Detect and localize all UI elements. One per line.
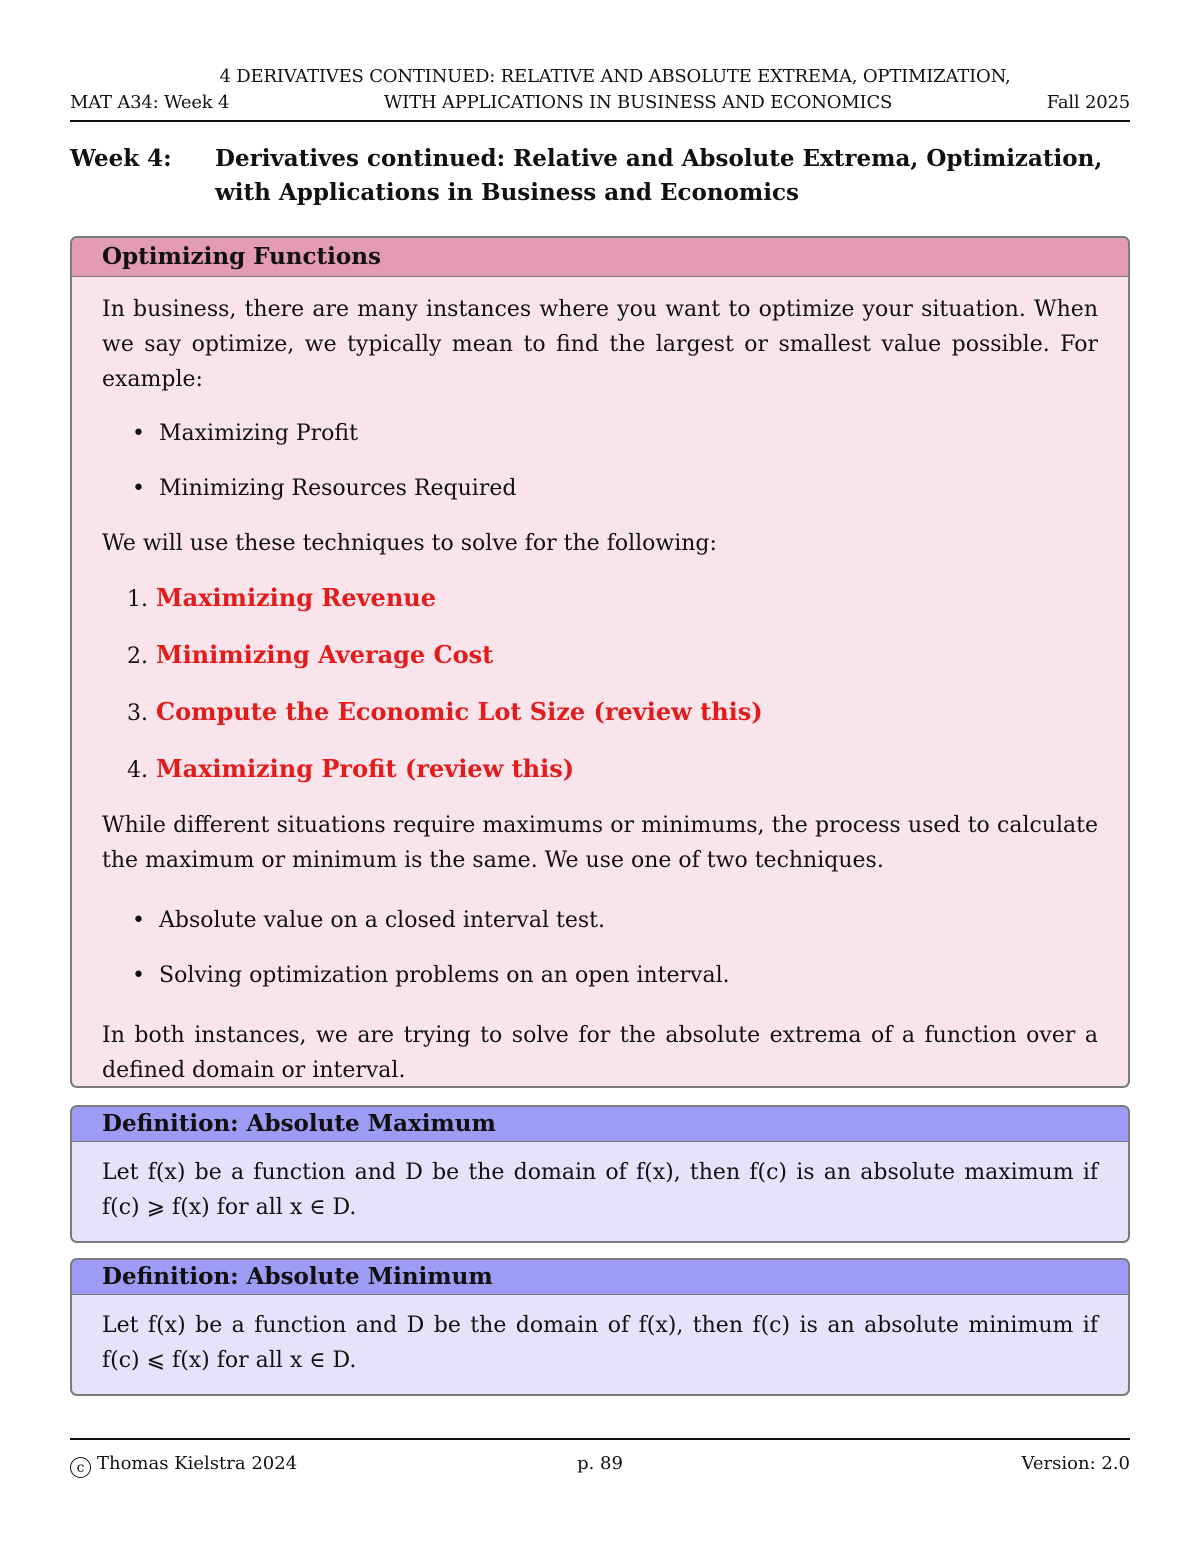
- document-page: [70, 0, 1130, 1553]
- running-header: [70, 64, 1130, 122]
- copyright-icon: c: [70, 1457, 91, 1478]
- list-item: • Maximizing Profit: [102, 416, 1098, 451]
- list-item: [102, 580, 1098, 617]
- intro-paragraph: In business, there are many instances where you want to optimize your situation. When we say optimize, we typically mean to find the largest or smallest value possible. For example:: [102, 297, 1098, 392]
- topic-economic-lot-size: Compute the Economic Lot Size (review this): [156, 697, 763, 726]
- examples-list: [102, 416, 1098, 506]
- definition-absolute-maximum-box: [70, 1105, 1130, 1243]
- list-number: 2.: [127, 644, 148, 669]
- list-number: 1.: [127, 587, 148, 612]
- header-course: MAT A34: Week 4: [70, 92, 230, 113]
- header-rule: [70, 120, 1130, 122]
- header-info-line: [70, 90, 1130, 116]
- closing-paragraph: In both instances, we are trying to solve for the absolute extrema of a function over a defined domain or interval.: [102, 1023, 1098, 1083]
- section-number: Week 4:: [70, 145, 172, 172]
- list-item: [102, 637, 1098, 674]
- list-item: • Solving optimization problems on an open interval.: [102, 958, 1098, 993]
- header-term: Fall 2025: [1046, 92, 1130, 113]
- header-chapter-line: 4 DERIVATIVES CONTINUED: RELATIVE AND ABSOLUTE EXTREMA, OPTIMIZATION,: [219, 66, 1011, 87]
- topic-minimizing-average-cost: Minimizing Average Cost: [156, 640, 494, 669]
- list-item: • Minimizing Resources Required: [102, 471, 1098, 506]
- topics-list: [102, 580, 1098, 788]
- techniques-list: [102, 903, 1098, 993]
- footer-version: Version: 2.0: [1021, 1453, 1130, 1474]
- topic-maximizing-revenue: Maximizing Revenue: [156, 583, 436, 612]
- definition-text: Let f(x) be a function and D be the domain of f(x), then f(c) is an absolute maximum if f(c) ⩾ f(x) for all x ∈ D.: [102, 1160, 1098, 1220]
- list-number: 3.: [127, 701, 148, 726]
- page-footer: [70, 1451, 1130, 1478]
- footer-page-number: p. 89: [577, 1453, 623, 1474]
- definition-absolute-minimum-heading: Definition: Absolute Minimum: [72, 1260, 1128, 1295]
- optimizing-functions-body: [72, 292, 1128, 1088]
- definition-absolute-maximum-heading: Definition: Absolute Maximum: [72, 1107, 1128, 1142]
- list-item: [102, 694, 1098, 731]
- list-number: 4.: [127, 758, 148, 783]
- definition-text: Let f(x) be a function and D be the domain of f(x), then f(c) is an absolute minimum if f(c) ⩽ f(x) for all x ∈ D.: [102, 1313, 1098, 1373]
- definition-absolute-minimum-box: [70, 1258, 1130, 1396]
- section-title-text: Derivatives continued: Relative and Absolute Extrema, Optimization, with Applications in Business and Economics: [215, 145, 1103, 206]
- footer-rule: [70, 1438, 1130, 1440]
- definition-absolute-minimum-body: [72, 1308, 1128, 1378]
- list-item: • Absolute value on a closed interval test.: [102, 903, 1098, 938]
- optimizing-functions-box: [70, 236, 1130, 1088]
- section-title: [70, 142, 1130, 210]
- footer-author: Thomas Kielstra 2024: [97, 1453, 298, 1474]
- definition-absolute-maximum-body: [72, 1155, 1128, 1225]
- topic-maximizing-profit: Maximizing Profit (review this): [156, 754, 575, 783]
- lead-paragraph: We will use these techniques to solve for the following:: [102, 531, 717, 556]
- header-chapter-continued: WITH APPLICATIONS IN BUSINESS AND ECONOMICS: [383, 92, 893, 113]
- process-paragraph: While different situations require maximums or minimums, the process used to calculate the maximum or minimum is the same. We use one of two techniques.: [102, 813, 1098, 873]
- optimizing-functions-heading: Optimizing Functions: [72, 238, 1128, 277]
- list-item: [102, 751, 1098, 788]
